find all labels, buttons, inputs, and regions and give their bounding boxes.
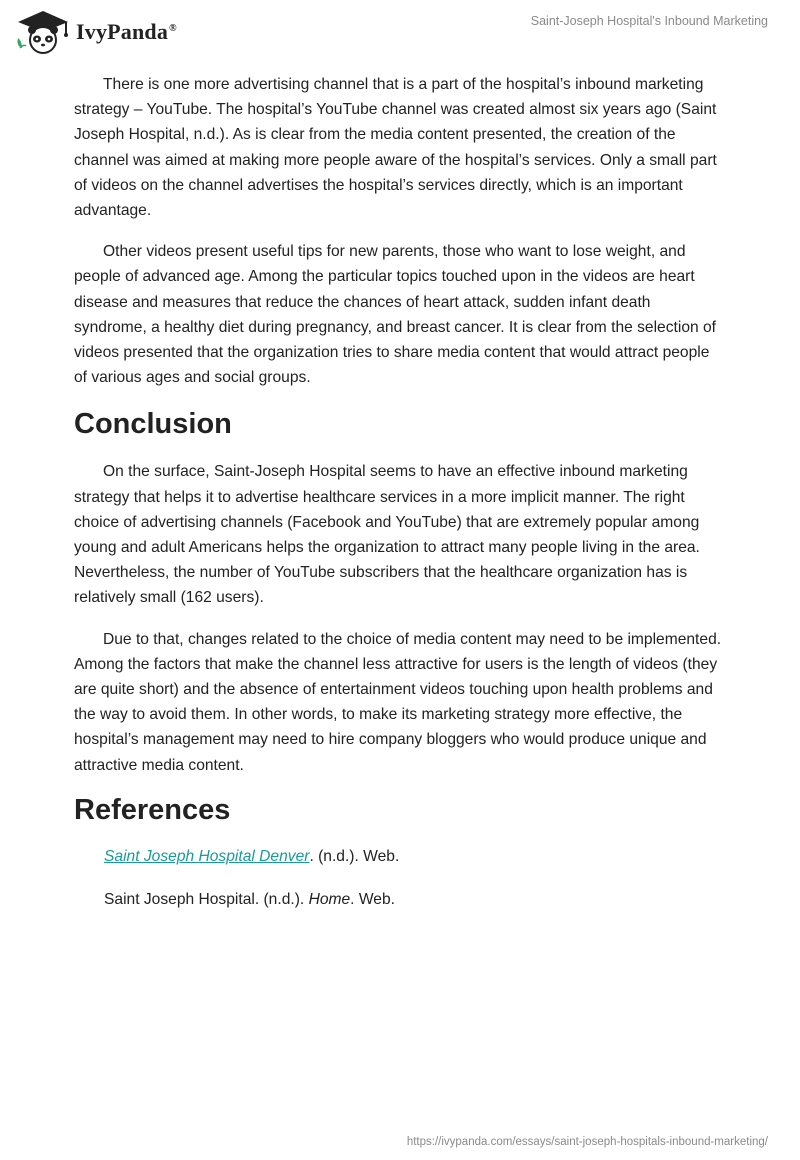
source-url: https://ivypanda.com/essays/saint-joseph-hospitals-inbound-marketing/ (406, 1136, 768, 1148)
reference-item (104, 844, 726, 869)
paragraph: There is one more advertising channel that is a part of the hospital’s inbound marketing strategy – YouTube. The hospital’s YouTube channel was created almost six years ago (Saint Joseph Hospital, n.d.). As is clear from the media content presented, the creation of the channel was aimed at making more people aware of the hospital’s services. Only a small part of videos on the channel advertises the hospital’s services directly, which is an important advantage. (74, 76, 717, 220)
reference-link[interactable]: Saint Joseph Hospital Denver (104, 847, 310, 865)
paragraph: Other videos present useful tips for new parents, those who want to lose weight, and people of advanced age. Among the particular topics touched upon in the videos are heart disease and measures that reduce the chances of heart attack, sudden infant death syndrome, a healthy diet during pregnancy, and breast cancer. It is clear from the selection of videos presented that the organization tries to share media content that would attract people of various ages and social groups. (74, 243, 717, 387)
ivypanda-logo[interactable] (14, 8, 177, 54)
panda-graduate-icon (14, 8, 72, 54)
reference-text: . (n.d.). Web. (309, 847, 400, 865)
reference-text: . Web. (350, 890, 395, 908)
document-title: Saint-Joseph Hospital's Inbound Marketing (530, 14, 768, 28)
reference-text: Saint Joseph Hospital. (n.d.). (104, 890, 309, 908)
brand-name: IvyPanda® (76, 19, 177, 44)
paragraph: Due to that, changes related to the choice of media content may need to be implemented. Among the factors that make the channel less attractive for users is the length of videos (they are quite short) and the absence of entertainment videos touching upon health problems and the way to avoid them. In other words, to make its marketing strategy more effective, the hospital’s management may need to hire company bloggers who would produce unique and attractive media content. (74, 630, 722, 774)
conclusion-heading: Conclusion (74, 408, 232, 441)
article-body (74, 72, 726, 930)
references-heading: References (74, 793, 231, 826)
paragraph: On the surface, Saint-Joseph Hospital seems to have an effective inbound marketing strategy that helps it to advertise healthcare services in a more implicit manner. The right choice of advertising channels (Facebook and YouTube) that are extremely popular among young and adult Americans helps the organization to attract many people living in the area. Nevertheless, the number of YouTube subscribers that the healthcare organization has is relatively small (162 users). (74, 463, 700, 607)
reference-item (104, 887, 726, 912)
reference-title: Home (308, 890, 351, 908)
page-header (0, 0, 800, 60)
